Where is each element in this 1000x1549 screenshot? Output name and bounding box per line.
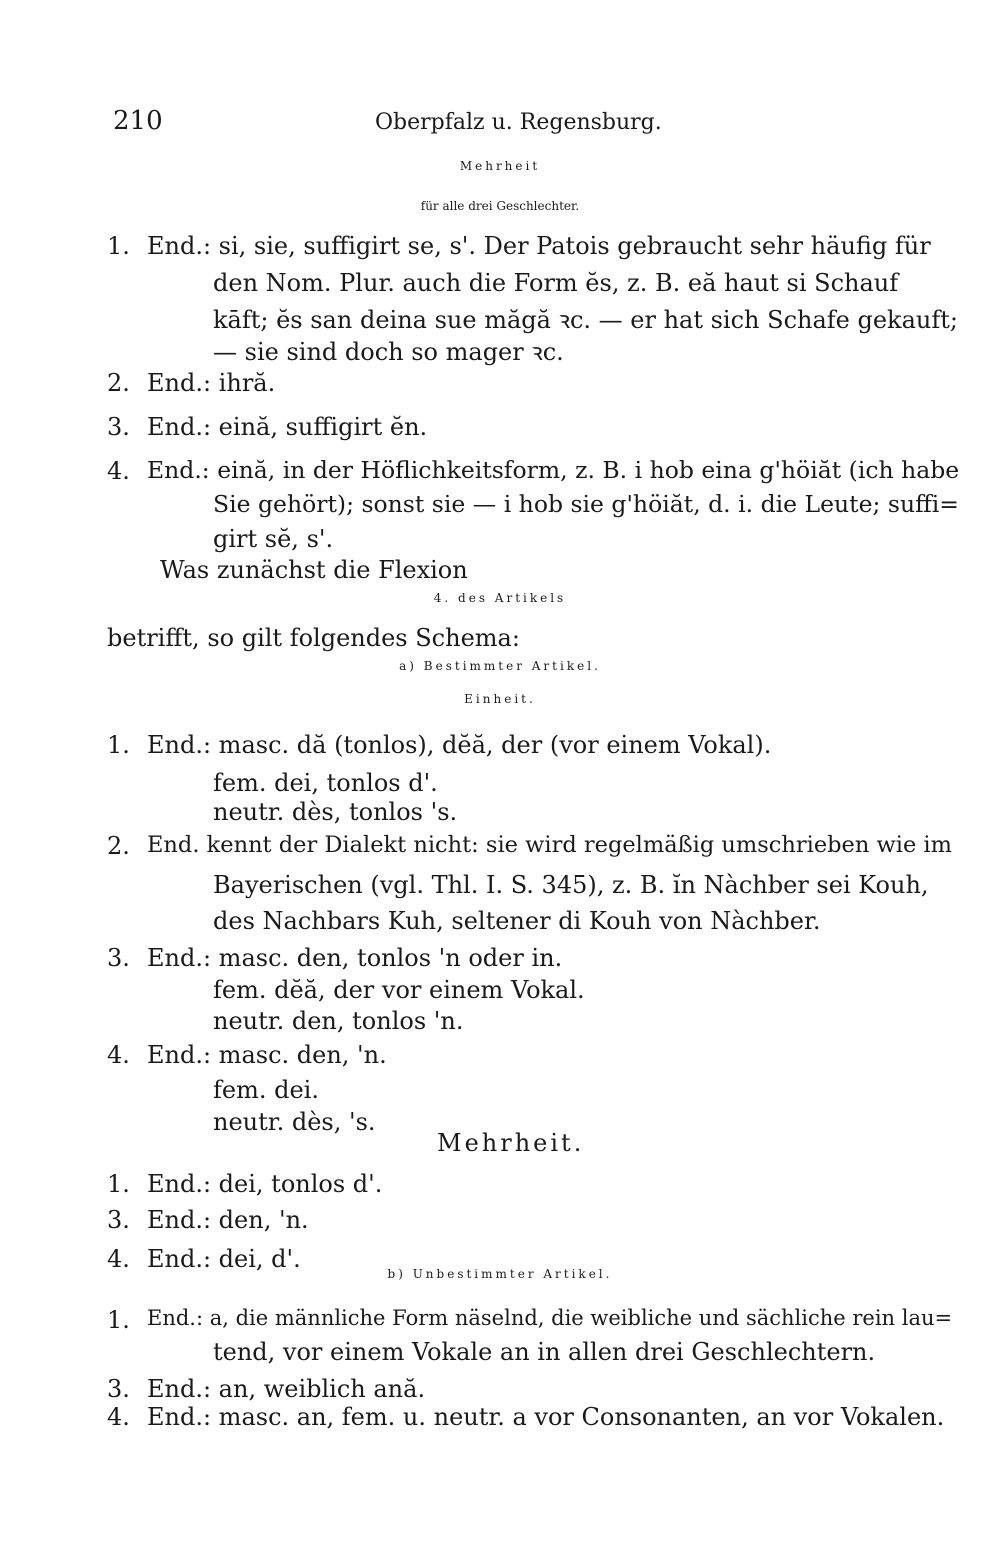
entry-number: 2.: [107, 369, 130, 397]
entry-line: fem. dei.: [213, 1076, 319, 1104]
entry-line: neutr. dès, tonlos 's.: [213, 798, 458, 826]
entry-line: End.: masc. den, tonlos 'n oder in.: [147, 944, 563, 972]
entry-number: 2.: [107, 832, 130, 860]
entry-line: End.: a, die männliche Form näselnd, die weibliche und sächliche rein lau=: [147, 1306, 953, 1330]
entry-number: 1.: [107, 1170, 130, 1198]
entry-number: 4.: [107, 457, 130, 485]
heading-definite-article: a) Bestimmter Artikel.: [399, 659, 601, 673]
entry-line: End. kennt der Dialekt nicht: sie wird regelmäßig umschrieben wie im: [147, 832, 952, 858]
running-title: Oberpfalz u. Regensburg.: [375, 110, 662, 135]
entry-line: tend, vor einem Vokale an in allen drei Geschlechtern.: [213, 1338, 876, 1366]
entry-number: 4.: [107, 1041, 130, 1069]
entry-line: End.: eină, in der Höflichkeitsform, z. B. i hob eina g'höiăt (ich habe: [147, 456, 960, 484]
entry-line: End.: eină, suffigirt ĕn.: [147, 413, 428, 441]
entry-line: End.: masc. den, 'n.: [147, 1041, 387, 1069]
entry-line: End.: masc. an, fem. u. neutr. a vor Consonanten, an vor Vokalen.: [147, 1403, 945, 1431]
entry-number: 4.: [107, 1403, 130, 1431]
heading-mehrheit: Mehrheit: [459, 159, 541, 173]
entry-number: 1.: [107, 232, 130, 260]
entry-line: fem. dei, tonlos d'.: [213, 769, 438, 797]
entry-line: fem. dĕă, der vor einem Vokal.: [213, 976, 585, 1004]
entry-line: End.: ihră.: [147, 369, 276, 397]
entry-line: Sie gehört); sonst sie — i hob sie g'höiăt, d. i. die Leute; suffi=: [213, 490, 959, 518]
subheading-all-genders: für alle drei Geschlechter.: [420, 199, 580, 213]
page-number: 210: [113, 106, 163, 136]
entry-line: — sie sind doch so mager ꝛc.: [213, 338, 564, 366]
entry-number: 3.: [107, 413, 130, 441]
heading-indefinite-article: b) Unbestimmter Artikel.: [387, 1267, 613, 1281]
heading-einheit: Einheit.: [464, 692, 536, 706]
entry-line: kāft; ĕs san deina sue măgă ꝛc. — er hat sich Schafe gekauft;: [213, 306, 958, 334]
entry-line: End.: an, weiblich ană.: [147, 1375, 426, 1403]
entry-line: neutr. den, tonlos 'n.: [213, 1007, 464, 1035]
entry-line: neutr. dès, 's.: [213, 1108, 376, 1136]
entry-line: girt sĕ, s'.: [213, 525, 334, 553]
entry-line: End.: dei, d'.: [147, 1245, 301, 1273]
entry-line: End.: dei, tonlos d'.: [147, 1170, 383, 1198]
entry-number: 4.: [107, 1245, 130, 1273]
intro-line: betrifft, so gilt folgendes Schema:: [107, 624, 520, 652]
entry-number: 1.: [107, 1306, 130, 1334]
entry-number: 1.: [107, 731, 130, 759]
intro-article-heading: 4. des Artikels: [433, 591, 567, 605]
heading-mehrheit-definite: Mehrheit.: [437, 1129, 585, 1157]
entry-line: des Nachbars Kuh, seltener di Kouh von Nàchber.: [213, 907, 821, 935]
entry-line: den Nom. Plur. auch die Form ĕs, z. B. eă haut si Schauf: [213, 269, 899, 297]
entry-line: End.: masc. dă (tonlos), dĕă, der (vor einem Vokal).: [147, 731, 772, 759]
entry-line: End.: si, sie, suffigirt se, s'. Der Patois gebraucht sehr häufig für: [147, 232, 931, 260]
entry-line: End.: den, 'n.: [147, 1206, 309, 1234]
intro-line: Was zunächst die Flexion: [160, 556, 468, 584]
entry-number: 3.: [107, 1206, 130, 1234]
entry-line: Bayerischen (vgl. Thl. I. S. 345), z. B. ĭn Nàchber sei Kouh,: [213, 871, 929, 899]
entry-number: 3.: [107, 1375, 130, 1403]
entry-number: 3.: [107, 944, 130, 972]
